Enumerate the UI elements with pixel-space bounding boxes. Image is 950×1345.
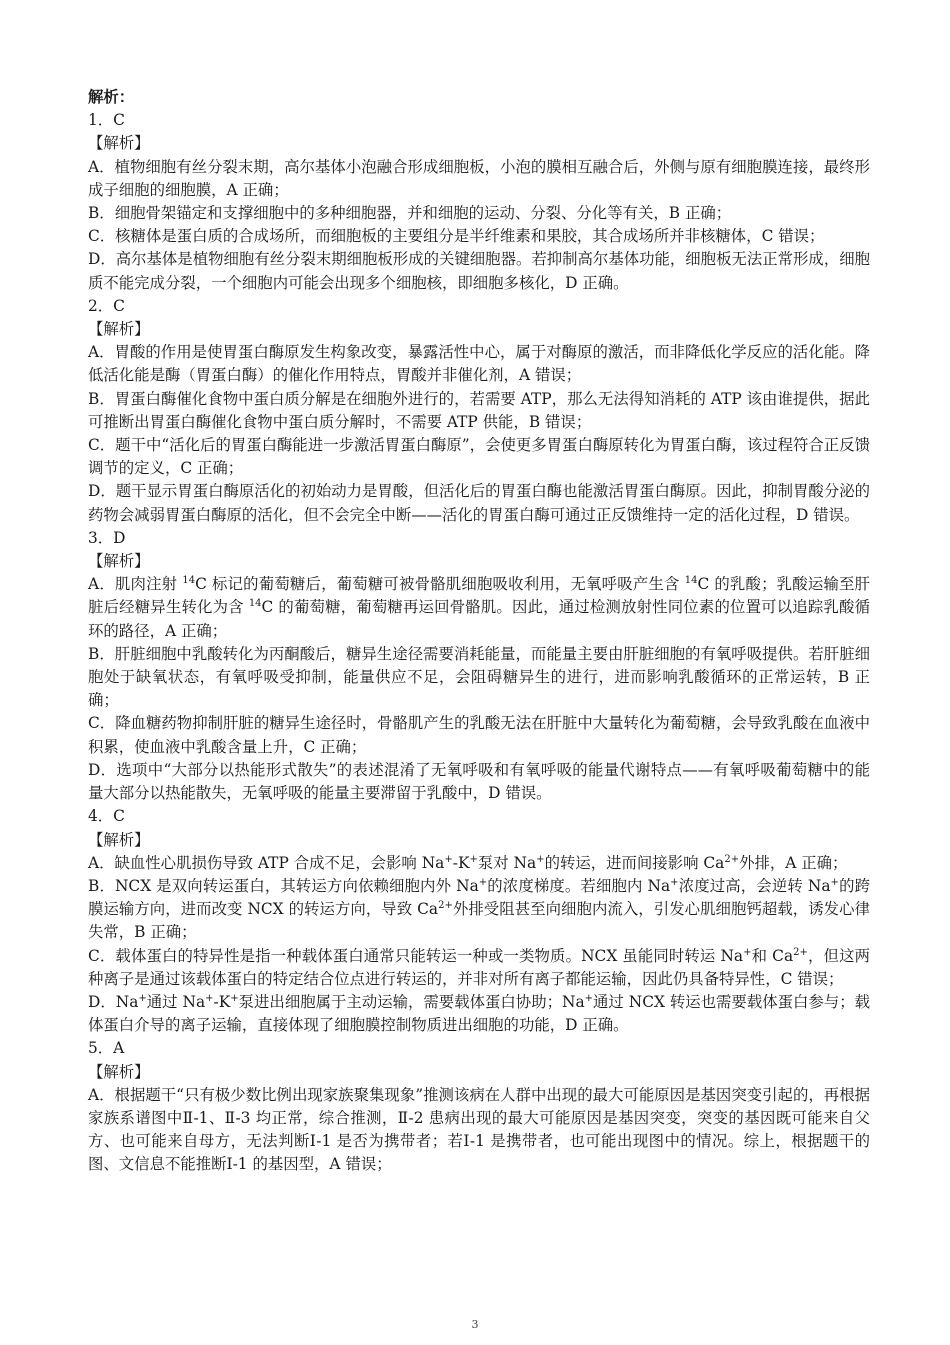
question-3-analysis-tag: 【解析】 <box>88 552 150 571</box>
question-1-option-b: B．细胞骨架锚定和支撑细胞中的多种细胞器，并和细胞的运动、分裂、分化等有关，B 正确； <box>88 204 732 223</box>
section-heading: 解析： <box>88 88 135 106</box>
question-3-option-d: D．选项中“大部分以热能形式散失”的表述混淆了无氧呼吸和有氧呼吸的能量代谢特点——有氧呼吸葡萄糖中的能量大部分以热能散失，无氧呼吸的能量主要滞留于乳酸中，D 错误。 <box>88 760 870 803</box>
question-4-option-c: C．载体蛋白的特异性是指一种载体蛋白通常只能转运一种或一类物质。NCX 虽能同时转运 Na+和 $Ca^{2+}$，但这两种离子是通过该载体蛋白的特定结合位点进行转运的，并非对所有离子都能运输，因此仍具备特异性，C 错误； <box>88 946 870 988</box>
question-1-answer: 1．C <box>88 111 125 130</box>
question-4-analysis-tag: 【解析】 <box>88 830 150 849</box>
question-3-option-b: B．肝脏细胞中乳酸转化为丙酮酸后，糖异生途径需要消耗能量，而能量主要由肝脏细胞的有氧呼吸提供。若肝脏细胞处于缺氧状态，有氧呼吸受抑制，能量供应不足，会阻碍糖异生的进行，进而影响乳酸循环的正常运转，B 正确； <box>88 644 870 710</box>
question-3-option-a: A．肌肉注射 $^{14}$C 标记的葡萄糖后，葡萄糖可被骨骼肌细胞吸收利用，无氧呼吸产生含 $^{14}$C 的乳酸；乳酸运输至肝脏后经糖异生转化为含 $^{14}$C 的葡萄糖，葡萄糖再运回骨骼肌。因此，通过检测放射性同位素的位置可以追踪乳酸循环的路径，A 正确； <box>88 575 871 640</box>
question-5-answer: 5．A <box>88 1039 125 1058</box>
question-3-answer: 3．D <box>88 528 126 547</box>
question-5-option-a: A．根据题干“只有极少数比例出现家族聚集现象”推测该病在人群中出现的最大可能原因是基因突变引起的，再根据家族系谱图中Ⅱ-1、Ⅱ-3 均正常，综合推测，Ⅱ-2 患病出现的最大可能原因是基因突变，突变的基因既可能来自父方、也可能来自母方，无法判断Ⅰ-1 是否为携带者；若Ⅰ-1 是携带者，也可能出现图中的情况。综上，根据题干的图、文信息不能推断Ⅰ-1 的基因型，A 错误； <box>88 1085 870 1174</box>
question-2-analysis-tag: 【解析】 <box>88 320 150 339</box>
page-number: 3 <box>471 1318 479 1331</box>
question-4-option-a: A．缺血性心肌损伤导致 ATP 合成不足，会影响 Na+-K+泵对 Na+的转运，进而间接影响 $Ca^{2+}$外排，A 正确； <box>88 853 848 872</box>
question-4-option-d: D．Na+通过 Na+-K+泵进出细胞属于主动运输，需要载体蛋白协助；Na+通过 NCX 转运也需要载体蛋白参与；载体蛋白介导的离子运输，直接体现了细胞膜控制物质进出细胞的功能，D 正确。 <box>88 992 871 1035</box>
question-1-option-a: A．植物细胞有丝分裂末期，高尔基体小泡融合形成细胞板，小泡的膜相互融合后，外侧与原有细胞膜连接，最终形成子细胞的细胞膜，A 正确； <box>88 157 870 199</box>
question-1-analysis-tag: 【解析】 <box>88 134 150 153</box>
question-1-option-c: C．核糖体是蛋白质的合成场所，而细胞板的主要组分是半纤维素和果胶，其合成场所并非核糖体，C 错误； <box>88 227 825 246</box>
question-3-option-c: C．降血糖药物抑制肝脏的糖异生途径时，骨骼肌产生的乳酸无法在肝脏中大量转化为葡萄糖，会导致乳酸在血液中积累，使血液中乳酸含量上升，C 正确； <box>88 714 870 756</box>
question-5-analysis-tag: 【解析】 <box>88 1062 150 1081</box>
question-2-option-c: C．题干中“活化后的胃蛋白酶能进一步激活胃蛋白酶原”，会使更多胃蛋白酶原转化为胃蛋白酶，该过程符合正反馈调节的定义，C 正确； <box>88 436 870 478</box>
question-2-answer: 2．C <box>88 296 125 315</box>
question-4-answer: 4．C <box>88 807 125 826</box>
question-2-option-d: D．题干显示胃蛋白酶原活化的初始动力是胃酸，但活化后的胃蛋白酶也能激活胃蛋白酶原。因此，抑制胃酸分泌的药物会减弱胃蛋白酶原的活化，但不会完全中断——活化的胃蛋白酶可通过正反馈维持一定的活化过程，D 错误。 <box>88 482 870 524</box>
question-1-option-d: D．高尔基体是植物细胞有丝分裂末期细胞板形成的关键细胞器。若抑制高尔基体功能，细胞板无法正常形成，细胞质不能完成分裂，一个细胞内可能会出现多个细胞核，即细胞多核化，D 正确。 <box>88 250 870 292</box>
question-2-option-a: A．胃酸的作用是使胃蛋白酶原发生构象改变，暴露活性中心，属于对酶原的激活，而非降低化学反应的活化能。降低活化能是酶（胃蛋白酶）的催化作用特点，胃酸并非催化剂，A 错误； <box>88 343 870 385</box>
question-4-option-b: B．NCX 是双向转运蛋白，其转运方向依赖细胞内外 Na+的浓度梯度。若细胞内 Na+浓度过高，会逆转 Na+的跨膜运输方向，进而改变 NCX 的转运方向，导致 $Ca^{2+}$外排受阻甚至向细胞内流入，引发心肌细胞钙超载，诱发心律失常，B 正确； <box>88 876 870 942</box>
question-2-option-b: B．胃蛋白酶催化食物中蛋白质分解是在细胞外进行的，若需要 ATP，那么无法得知消耗的 ATP 该由谁提供，据此可推断出胃蛋白酶催化食物中蛋白质分解时，不需要 ATP 供能，B 错误； <box>88 389 870 431</box>
